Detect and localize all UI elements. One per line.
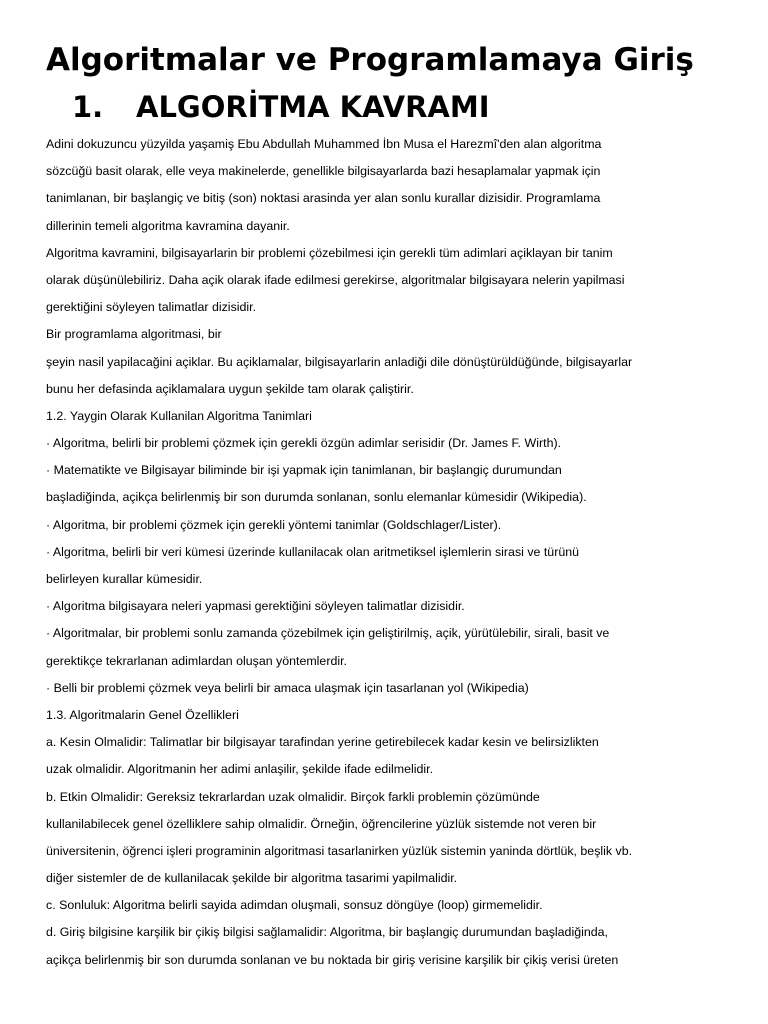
text-line: 1.2. Yaygin Olarak Kullanilan Algoritma Tanimlari <box>46 408 312 423</box>
text-line: · Algoritma, bir problemi çözmek için gerekli yöntemi tanimlar (Goldschlager/Lister). <box>46 517 502 532</box>
text-line: açikça belirlenmiş bir son durumda sonlanan ve bu noktada bir giriş verisine karşilik bir çikiş verisi üreten <box>46 952 619 967</box>
text-line: · Belli bir problemi çözmek veya belirli bir amaca ulaşmak için tasarlanan yol (Wikipedia) <box>46 680 529 695</box>
text-line: · Matematikte ve Bilgisayar biliminde bir işi yapmak için tanimlanan, bir başlangiç durumundan <box>46 463 562 478</box>
text-line: · Algoritma, belirli bir veri kümesi üzerinde kullanilacak olan aritmetiksel işlemlerin sirasi ve türünü <box>46 544 579 559</box>
text-line: c. Sonluluk: Algoritma belirli sayida adimdan oluşmali, sonsuz döngüye (loop) girmemelidir. <box>46 898 543 913</box>
text-line: bunu her defasinda açiklamalara uygun şekilde tam olarak çaliştirir. <box>46 381 414 396</box>
text-line: uzak olmalidir. Algoritmanin her adimi anlaşilir, şekilde ifade edilmelidir. <box>46 762 434 777</box>
text-line: Adini dokuzuncu yüzyilda yaşamiş Ebu Abdullah Muhammed İbn Musa el Harezmî'den alan algoritma <box>46 137 602 151</box>
text-line: · Algoritmalar, bir problemi sonlu zamanda çözebilmek için geliştirilmiş, açik, yürütülebilir, sirali, basit ve <box>46 626 610 641</box>
text-line: gerektikçe tekrarlanan adimlardan oluşan yöntemlerdir. <box>46 653 347 668</box>
text-line: belirleyen kurallar kümesidir. <box>46 572 203 586</box>
text-line: kullanilabilecek genel özelliklere sahip olmalidir. Örneğin, öğrencilerine yüzlük sistemde not veren bir <box>46 816 597 831</box>
section-heading <box>72 86 490 128</box>
document-title: Algoritmalar ve Programlamaya Giriş <box>46 42 694 78</box>
text-line: başladiğinda, açikça belirlenmiş bir son durumda sonlanan, sonlu elemanlar kümesidir (Wikipedia). <box>46 490 587 505</box>
text-line: olarak düşünülebiliriz. Daha açik olarak ifade edilmesi gerekirse, algoritmalar bilgisayara nelerin yapilmasi <box>46 272 625 287</box>
text-line: Bir programlama algoritmasi, bir <box>46 327 222 342</box>
text-line: · Algoritma, belirli bir problemi çözmek için gerekli özgün adimlar serisidir (Dr. James F. Wirth). <box>46 436 562 451</box>
text-line: a. Kesin Olmalidir: Talimatlar bir bilgisayar tarafindan yerine getirebilecek kadar kesin ve belirsizlikten <box>46 735 599 750</box>
section-title: ALGORİTMA KAVRAMI <box>136 90 490 124</box>
text-line: gerektiğini söyleyen talimatlar dizisidir. <box>46 300 257 315</box>
text-line: Algoritma kavramini, bilgisayarlarin bir problemi çözebilmesi için gerekli tüm adimlari açiklayan bir tanim <box>46 245 613 260</box>
text-line: üniversitenin, öğrenci işleri programinin algoritmasi tasarlanirken yüzlük sistemin yaninda dörtlük, beşlik vb. <box>46 843 633 858</box>
section-number: 1. <box>72 90 104 124</box>
text-line: sözcüğü basit olarak, elle veya makinelerde, genellikle bilgisayarlarda bazi hesaplamalar yapmak için <box>46 164 601 179</box>
text-line: · Algoritma bilgisayara neleri yapmasi gerektiğini söyleyen talimatlar dizisidir. <box>46 599 465 614</box>
text-line: diğer sistemler de de kullanilacak şekilde bir algoritma tasarimi yapilmalidir. <box>46 871 458 886</box>
text-line: tanimlanan, bir başlangiç ve bitiş (son) noktasi arasinda yer alan sonlu kurallar dizisidir. Programlama <box>46 191 601 206</box>
text-line: d. Giriş bilgisine karşilik bir çikiş bilgisi sağlamalidir: Algoritma, bir başlangiç durumundan başladiğinda, <box>46 925 608 940</box>
text-line: şeyin nasil yapilacağini açiklar. Bu açiklamalar, bilgisayarlarin anladiği dile dönüştürüldüğünde, bilgisayarlar <box>46 354 633 369</box>
body-text <box>46 131 746 974</box>
text-line: dillerinin temeli algoritma kavramina dayanir. <box>46 218 290 233</box>
text-line: b. Etkin Olmalidir: Gereksiz tekrarlardan uzak olmalidir. Birçok farkli problemin çözümünde <box>46 789 540 804</box>
text-line: 1.3. Algoritmalarin Genel Özellikleri <box>46 707 239 722</box>
